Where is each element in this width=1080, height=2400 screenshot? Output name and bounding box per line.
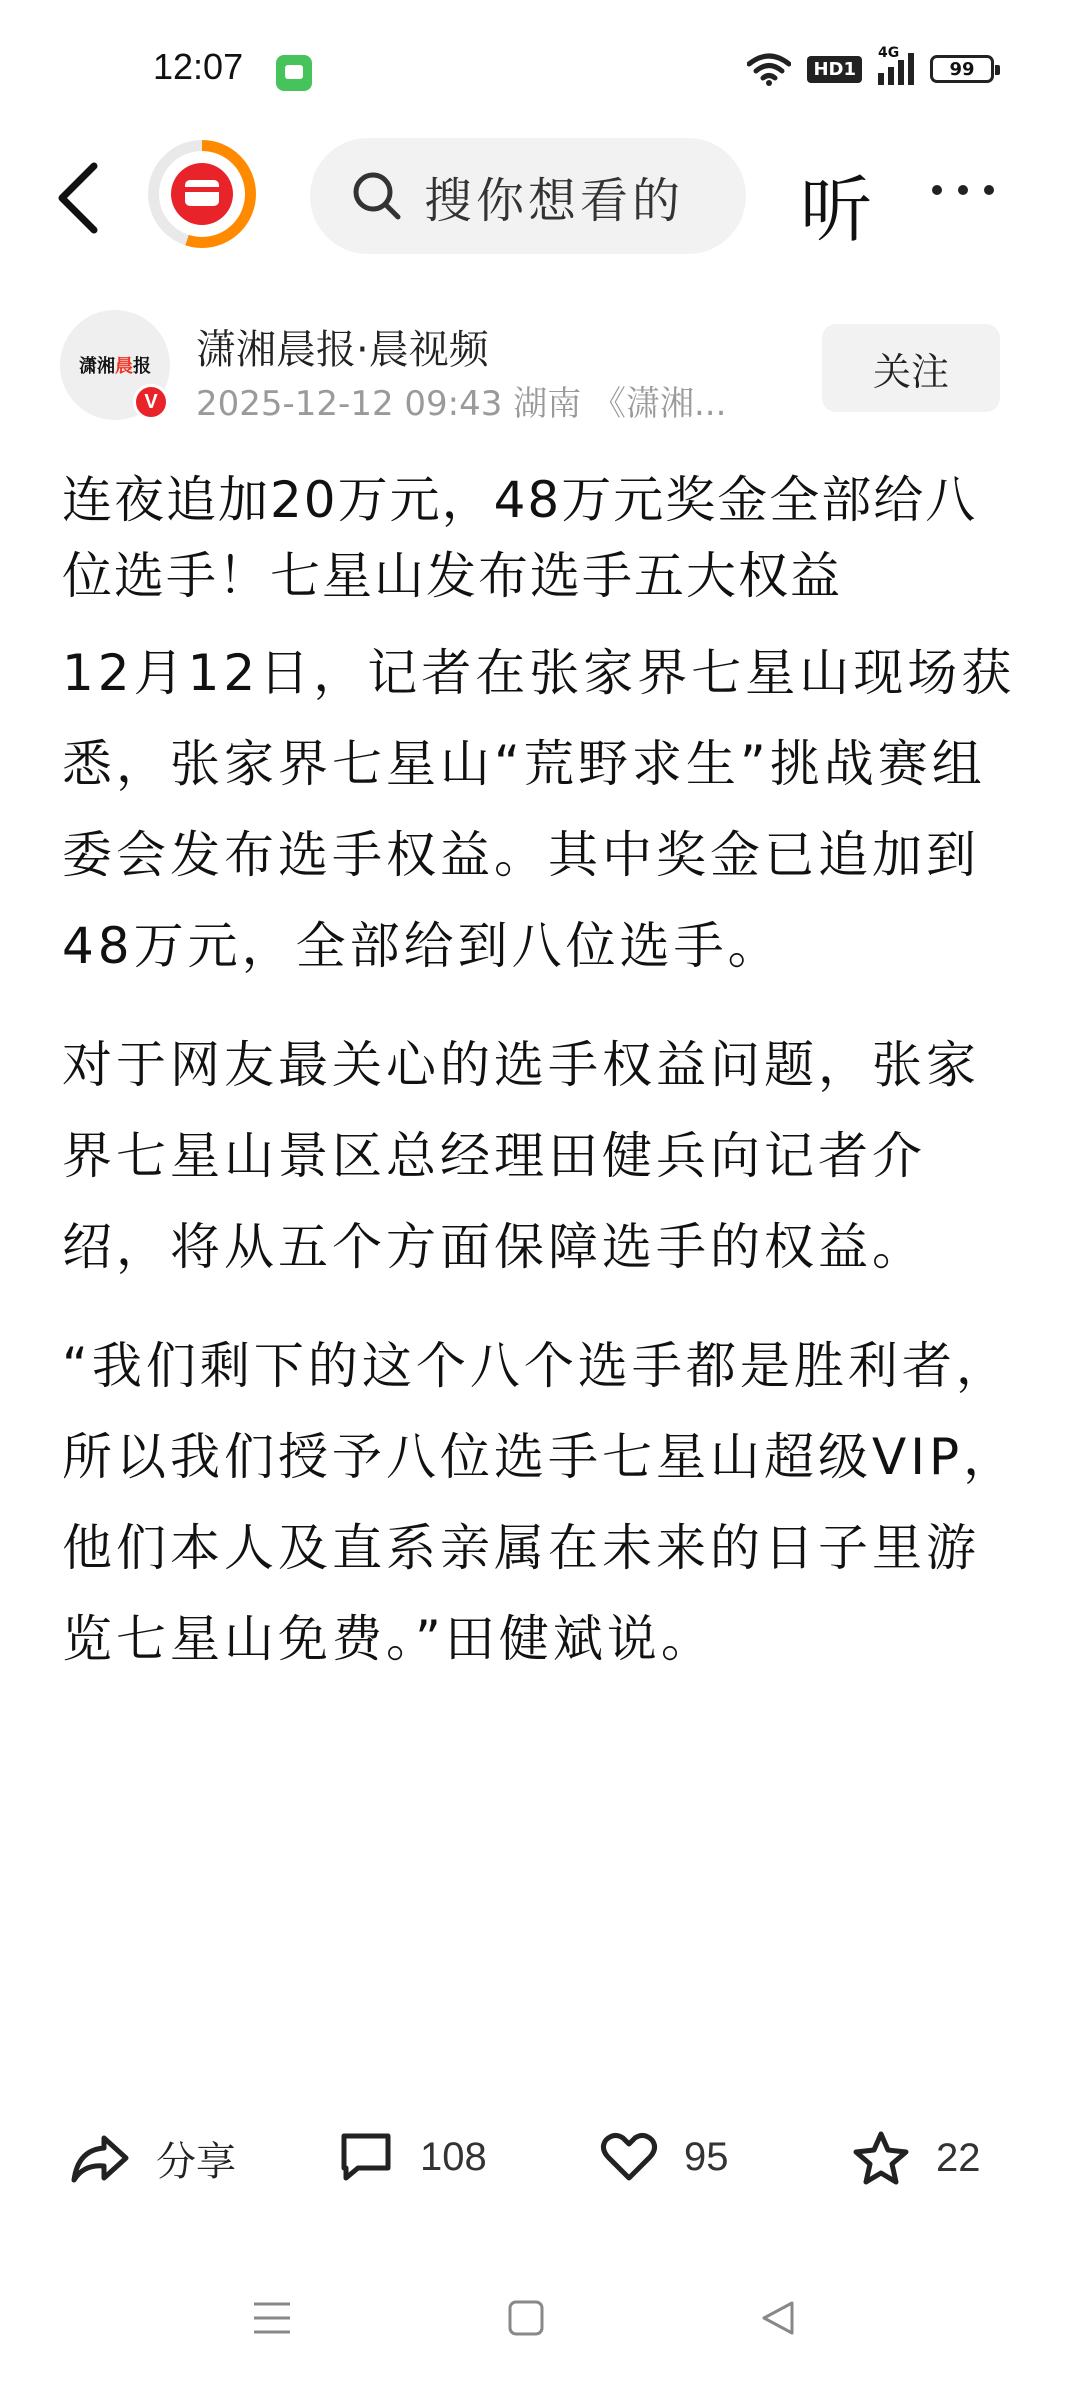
status-icons xyxy=(747,45,994,86)
top-nav xyxy=(0,130,1080,260)
message-app-icon xyxy=(276,55,312,91)
like-count: 95 xyxy=(684,2134,729,2179)
share-icon xyxy=(70,2132,130,2186)
back-triangle-icon[interactable] xyxy=(760,2300,796,2336)
share-button[interactable] xyxy=(70,2130,236,2187)
author-row xyxy=(0,308,1080,428)
article-paragraph: “我们剩下的这个八个选手都是胜利者，所以我们授予八位选手七星山超级VIP，他们本人及直系亲属在未来的日子里游览七星山免费。”田健斌说。 xyxy=(62,1337,1018,1668)
battery-level: 99 xyxy=(949,58,975,80)
back-icon[interactable] xyxy=(50,158,110,238)
like-button[interactable] xyxy=(600,2130,729,2184)
comment-button[interactable] xyxy=(338,2130,487,2184)
post-meta: 2025-12-12 09:43 湖南 《潇湘... xyxy=(196,384,727,424)
more-icon[interactable] xyxy=(932,185,994,195)
status-bar xyxy=(0,0,1080,130)
verified-badge: V xyxy=(133,384,169,420)
wifi-icon xyxy=(747,52,791,86)
article-body xyxy=(62,462,1022,1685)
network-gen-label: 4G xyxy=(878,45,900,61)
star-icon xyxy=(852,2130,910,2186)
comment-count: 108 xyxy=(420,2134,487,2179)
search-placeholder: 搜你想看的 xyxy=(424,172,685,229)
favorite-button[interactable] xyxy=(852,2130,981,2186)
comment-icon xyxy=(338,2130,394,2184)
article-title: 连夜追加20万元，48万元奖金全部给八位选手！七星山发布选手五大权益 xyxy=(62,471,978,605)
listen-button[interactable]: 听 xyxy=(800,168,873,252)
article-paragraph: 12月12日，记者在张家界七星山现场获悉，张家界七星山“荒野求生”挑战赛组委会发布选手权益。其中奖金已追加到48万元，全部给到八位选手。 xyxy=(62,644,1016,975)
avatar-text-end: 报 xyxy=(133,356,151,377)
avatar-text-accent: 晨 xyxy=(115,356,133,377)
search-bar[interactable] xyxy=(310,138,746,254)
signal-icon xyxy=(878,45,914,85)
heart-icon xyxy=(600,2130,658,2184)
favorite-count: 22 xyxy=(936,2135,981,2180)
share-label: 分享 xyxy=(156,2139,236,2185)
follow-button[interactable]: 关注 xyxy=(822,324,1000,412)
article-paragraph: 对于网友最关心的选手权益问题，张家界七星山景区总经理田健兵向记者介绍，将从五个方面保障选手的权益。 xyxy=(62,1036,980,1276)
hd-badge: HD1 xyxy=(807,56,862,83)
action-bar xyxy=(0,2100,1080,2220)
system-nav-bar xyxy=(0,2240,1080,2400)
battery-icon xyxy=(930,55,994,83)
search-icon xyxy=(350,169,404,223)
avatar-text: 潇湘 xyxy=(79,356,115,377)
app-logo[interactable] xyxy=(148,140,256,248)
menu-icon[interactable] xyxy=(252,2300,292,2336)
home-icon[interactable] xyxy=(508,2300,544,2336)
author-name[interactable]: 潇湘晨报·晨视频 xyxy=(196,327,489,373)
status-time: 12:07 xyxy=(153,46,244,87)
